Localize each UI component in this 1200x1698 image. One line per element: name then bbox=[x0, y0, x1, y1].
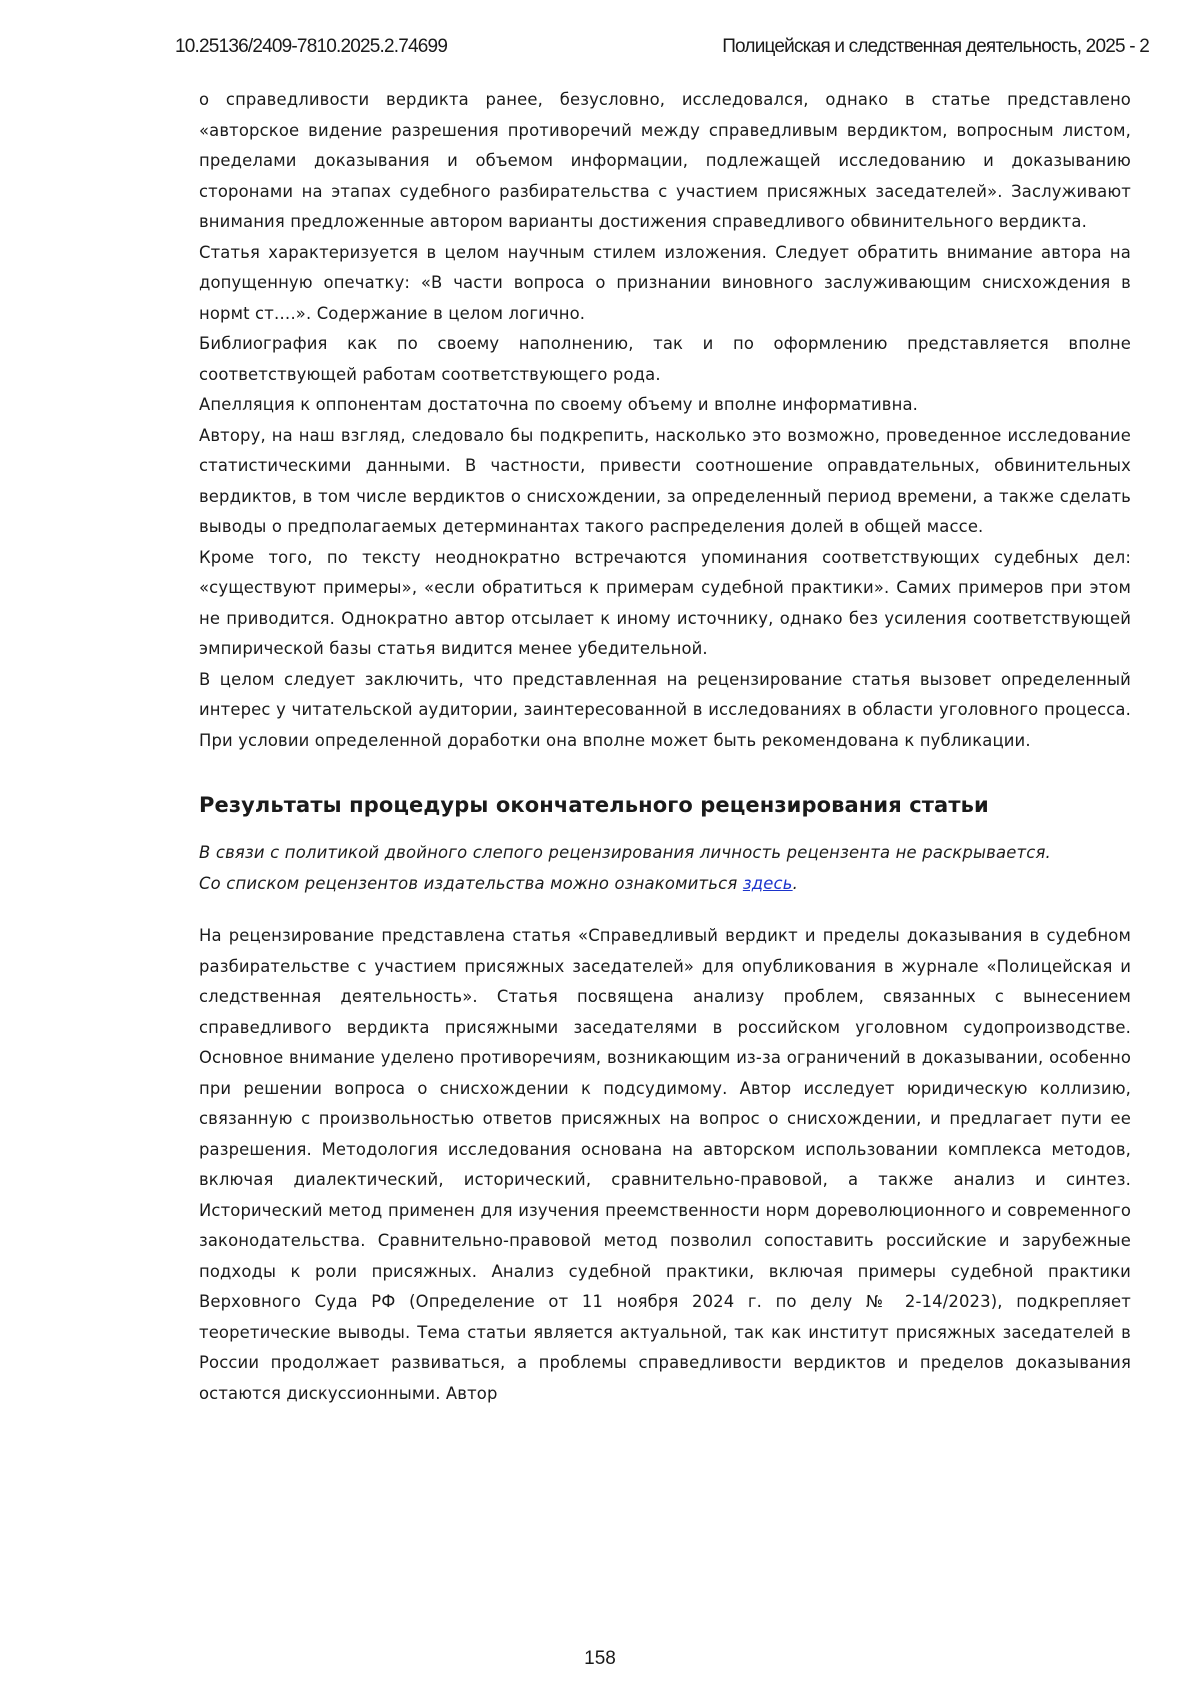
section-title: Результаты процедуры окончательного рецензирования статьи bbox=[199, 793, 989, 817]
paragraph: Статья характеризуется в целом научным стилем изложения. Следует обратить внимание автора на допущенную опечатку: «В части вопроса о признании виновного заслуживающим снисхождения в нормt ст….». Содержание в целом логично. bbox=[199, 242, 1131, 323]
reviewer-notice bbox=[199, 838, 1131, 899]
page-header bbox=[175, 36, 1149, 58]
paragraph: Автору, на наш взгляд, следовало бы подкрепить, насколько это возможно, проведенное исследование статистическими данными. В частности, привести соотношение оправдательных, обвинительных вердиктов, в том числе вердиктов о снисхождении, за определенный период времени, а также сделать выводы о предполагаемых детерминантах такого распределения долей в общей массе. bbox=[199, 425, 1131, 536]
paragraph: В целом следует заключить, что представленная на рецензирование статья вызовет определенный интерес у читательской аудитории, заинтересованной в исследованиях в области уголовного процесса. При условии определенной доработки она вполне может быть рекомендована к публикации. bbox=[199, 669, 1131, 750]
paragraph: о справедливости вердикта ранее, безусловно, исследовался, однако в статье представлено «авторское видение разрешения противоречий между справедливым вердиктом, вопросным листом, пределами доказывания и объемом информации, подлежащей исследованию и доказыванию сторонами на этапах судебного разбирательства с участием присяжных заседателей». Заслуживают внимания предложенные автором варианты достижения справедливого обвинительного вердикта. bbox=[199, 90, 1131, 231]
reviewers-link[interactable]: здесь bbox=[742, 873, 793, 893]
review-text-top bbox=[199, 85, 1131, 756]
journal-title: Полицейская и следственная деятельность, 2025 - 2 bbox=[722, 36, 1149, 57]
doi-text: 10.25136/2409-7810.2025.2.74699 bbox=[175, 36, 448, 57]
page-content bbox=[199, 85, 1131, 1409]
page-number: 158 bbox=[584, 1648, 616, 1669]
notice-line: В связи с политикой двойного слепого рецензирования личность рецензента не раскрывается. bbox=[199, 843, 1051, 862]
paragraph: Библиография как по своему наполнению, так и по оформлению представляется вполне соответствующей работам соответствующего рода. bbox=[199, 334, 1131, 384]
notice-line bbox=[199, 869, 1131, 900]
paragraph: Кроме того, по тексту неоднократно встречаются упоминания соответствующих судебных дел: «существуют примеры», «если обратиться к примерам судебной практики». Самих примеров при этом не приводится. Однократно автор отсылает к иному источнику, однако без усиления соответствующей эмпирической базы статья видится менее убедительной. bbox=[199, 547, 1131, 658]
paragraph: Апелляция к оппонентам достаточна по своему объему и вполне информативна. bbox=[199, 395, 919, 414]
review-text-final bbox=[199, 921, 1131, 1409]
paragraph: На рецензирование представлена статья «Справедливый вердикт и пределы доказывания в судебном разбирательстве с участием присяжных заседателей» для опубликования в журнале «Полицейская и следственная деятельность». Статья посвящена анализу проблем, связанных с вынесением справедливого вердикта присяжными заседателями в российском уголовном судопроизводстве. Основное внимание уделено противоречиям, возникающим из-за ограничений в доказывании, особенно при решении вопроса о снисхождении к подсудимому. Автор исследует юридическую коллизию, связанную с произвольностью ответов присяжных на вопрос о снисхождении, и предлагает пути ее разрешения. Методология исследования основана на авторском использовании комплекса методов, включая диалектический, исторический, сравнительно-правовой, а также анализ и синтез. Исторический метод применен для изучения преемственности норм дореволюционного и современного законодательства. Сравнительно-правовой метод позволил сопоставить российские и зарубежные подходы к роли присяжных. Анализ судебной практики, включая примеры судебной практики Верховного Суда РФ (Определение от 11 ноября 2024 г. по делу № 2-14/2023), подкрепляет теоретические выводы. Тема статьи является актуальной, так как институт присяжных заседателей в России продолжает развиваться, а проблемы справедливости вердиктов и пределов доказывания остаются дискуссионными. Автор bbox=[199, 926, 1131, 1403]
notice-suffix: . bbox=[792, 873, 799, 893]
notice-prefix: Со списком рецензентов издательства можно ознакомиться bbox=[199, 873, 743, 893]
